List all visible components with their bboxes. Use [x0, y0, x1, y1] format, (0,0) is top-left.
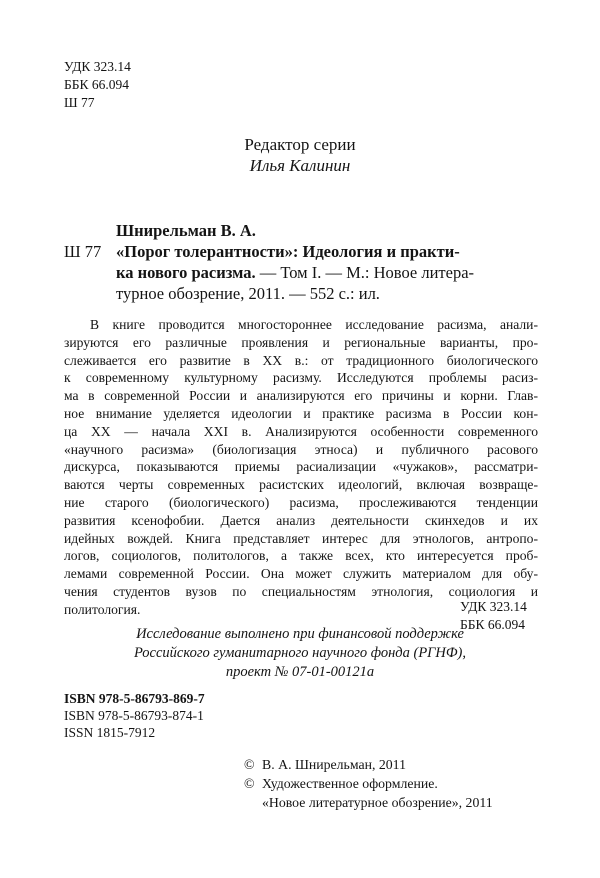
annotation-line: ное внимание уделяется идеологии и практике расизма в России кон-	[64, 405, 538, 421]
grant-line: Российского гуманитарного научного фонда (РГНФ),	[133, 645, 467, 661]
annotation-line: логов, социологов, политологов, а также всех, кто интересуется проб-	[64, 548, 538, 564]
annotation-line: ца XX — начала XXI в. Анализируются особенности современного	[64, 423, 538, 439]
annotation-line: дискурса, показываются приемы расиализации «чужаков», рассматри-	[64, 459, 538, 475]
editor-name: Илья Калинин	[249, 156, 351, 175]
annotation-line: развития ксенофобии. Дается анализ деятельности скинхедов и их	[64, 512, 538, 528]
annotation-line: зируются его различные проявления и региональные варианты, про-	[64, 334, 538, 350]
copyright-author: В. А. Шнирельман, 2011	[262, 757, 406, 772]
annotation-line: идейных вождей. Книга представляет интерес для этнологов, антропо-	[64, 530, 538, 546]
annotation-line: ма в современной России и анализируются его причины и корни. Глав-	[64, 388, 538, 404]
author-mark: Ш 77	[64, 95, 95, 110]
bibliographic-record	[64, 220, 544, 304]
series-editor	[0, 134, 600, 176]
annotation	[64, 316, 538, 619]
annotation-line: слеживается его развитие в XX в.: от традиционного биологического	[64, 352, 538, 368]
annotation-line: политология.	[64, 601, 141, 617]
editor-label: Редактор серии	[244, 135, 356, 154]
publication-details: турное обозрение, 2011. — 552 с.: ил.	[116, 284, 380, 303]
bbk-code-bottom: ББК 66.094	[460, 617, 526, 632]
annotation-line: чения студентов вузов по специальностям этнология, социология и	[64, 583, 538, 599]
grant-line: Исследование выполнено при финансовой поддержке	[136, 626, 464, 642]
copyright-block	[244, 755, 493, 812]
copyright-icon: ©	[244, 757, 255, 772]
book-title-part2: ка нового расизма.	[116, 263, 256, 282]
annotation-line: к современному культурному расизму. Исследуются проблемы расиз-	[64, 370, 538, 386]
book-title-part1: «Порог толерантности»: Идеология и практи-	[116, 242, 460, 261]
author-name: Шнирельман В. А.	[116, 221, 256, 240]
copyright-icon: ©	[244, 776, 255, 791]
bbk-code: ББК 66.094	[64, 77, 130, 92]
issn: ISSN 1815-7912	[64, 725, 156, 740]
annotation-line: ваются черты современных расистских идеологий, включая возвраще-	[64, 477, 538, 493]
annotation-line: «научного расизма» (биологизация этноса) и публичного расового	[64, 441, 538, 457]
isbn-primary: ISBN 978-5-86793-869-7	[64, 691, 205, 706]
udk-code-bottom: УДК 323.14	[460, 599, 527, 614]
annotation-line: В книге проводится многостороннее исследование расизма, анали-	[90, 317, 538, 332]
udk-code: УДК 323.14	[64, 59, 131, 74]
copyright-publisher: «Новое литературное обозрение», 2011	[262, 795, 493, 810]
copyright-design: Художественное оформление.	[262, 776, 438, 791]
annotation-line: лемами современной России. Она может служить материалом для обу-	[64, 566, 538, 582]
isbn-block	[64, 690, 205, 741]
annotation-line: ние старого (биологического) расизма, прослеживаются тенденции	[64, 494, 538, 510]
top-classification-codes	[64, 58, 131, 112]
publication-info: — Том I. — М.: Новое литера-	[255, 263, 475, 282]
isbn-secondary: ISBN 978-5-86793-874-1	[64, 708, 204, 723]
record-mark: Ш 77	[64, 242, 102, 261]
grant-line: проект № 07-01-00121а	[225, 664, 375, 680]
grant-note	[0, 625, 600, 682]
